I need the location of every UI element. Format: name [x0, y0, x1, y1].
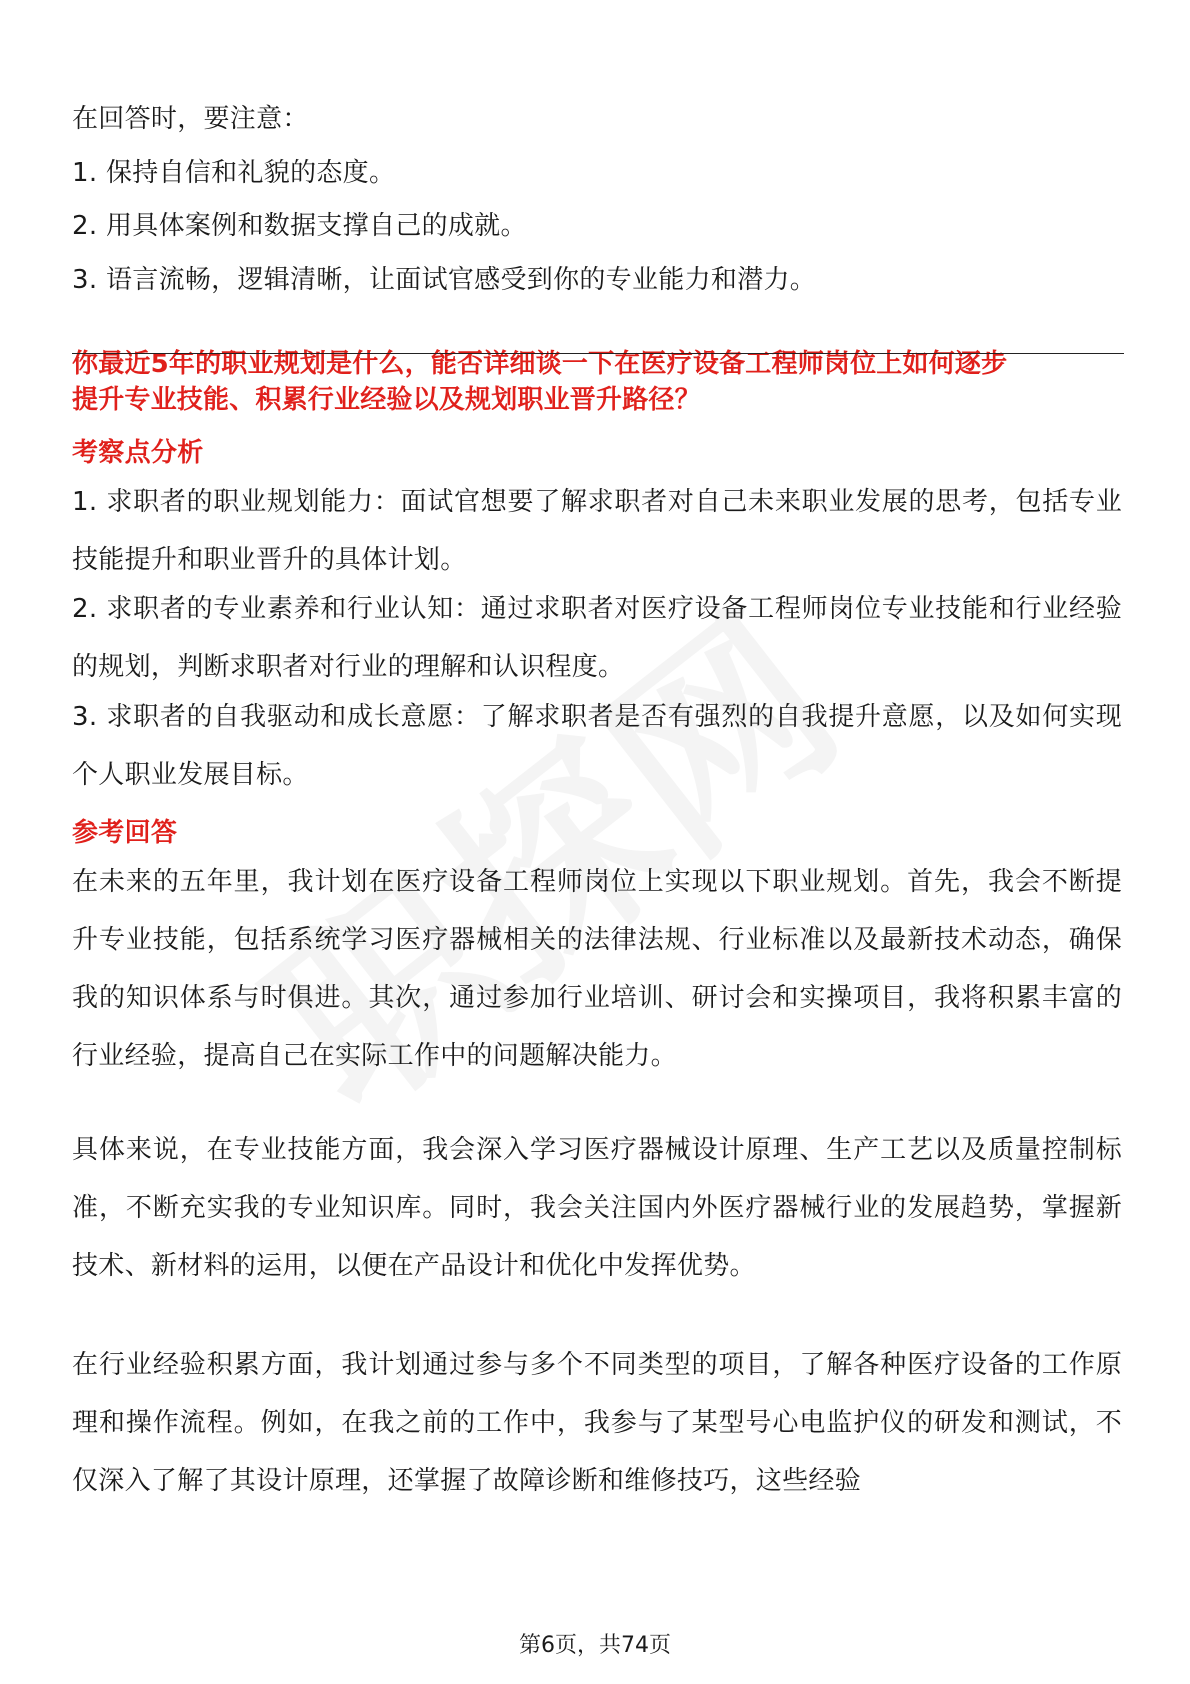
analysis-item-3: 3. 求职者的自我驱动和成长意愿：了解求职者是否有强烈的自我提升意愿，以及如何实现个人职业发展目标。 — [72, 702, 1122, 790]
question-line-1: 你最近5年的职业规划是什么，能否详细谈一下在医疗设备工程师岗位上如何逐步 — [72, 349, 1008, 379]
answer-paragraph-1: 在未来的五年里，我计划在医疗设备工程师岗位上实现以下职业规划。首先，我会不断提升专业技能，包括系统学习医疗器械相关的法律法规、行业标准以及最新技术动态，确保我的知识体系与时俱进。其次，通过参加行业培训、研讨会和实操项目，我将积累丰富的行业经验，提高自己在实际工作中的问题解决能力。 — [72, 867, 1122, 1071]
question-line-2: 提升专业技能、积累行业经验以及规划职业晋升路径？ — [72, 385, 701, 415]
answer-paragraph-3: 在行业经验积累方面，我计划通过参与多个不同类型的项目，了解各种医疗设备的工作原理和操作流程。例如，在我之前的工作中，我参与了某型号心电监护仪的研发和测试，不仅深入了解了其设计原理，还掌握了故障诊断和维修技巧，这些经验 — [72, 1350, 1122, 1496]
analysis-item-2: 2. 求职者的专业素养和行业认知：通过求职者对医疗设备工程师岗位专业技能和行业经验的规划，判断求职者对行业的理解和认识程度。 — [72, 594, 1122, 682]
intro-item-1: 1. 保持自信和礼貌的态度。 — [72, 158, 396, 188]
section-divider — [72, 353, 1124, 354]
analysis-title: 考察点分析 — [72, 438, 204, 468]
page-number: 第6页，共74页 — [519, 1633, 671, 1658]
answer-paragraph-2: 具体来说，在专业技能方面，我会深入学习医疗器械设计原理、生产工艺以及质量控制标准，不断充实我的专业知识库。同时，我会关注国内外医疗器械行业的发展趋势，掌握新技术、新材料的运用，以便在产品设计和优化中发挥优势。 — [72, 1135, 1122, 1281]
question-title — [72, 346, 1122, 418]
intro-heading: 在回答时，要注意： — [72, 104, 309, 134]
analysis-item-1: 1. 求职者的职业规划能力：面试官想要了解求职者对自己未来职业发展的思考，包括专业技能提升和职业晋升的具体计划。 — [72, 487, 1122, 575]
intro-item-2: 2. 用具体案例和数据支撑自己的成就。 — [72, 211, 527, 241]
answer-title: 参考回答 — [72, 818, 178, 848]
intro-item-3: 3. 语言流畅，逻辑清晰，让面试官感受到你的专业能力和潜力。 — [72, 265, 817, 295]
